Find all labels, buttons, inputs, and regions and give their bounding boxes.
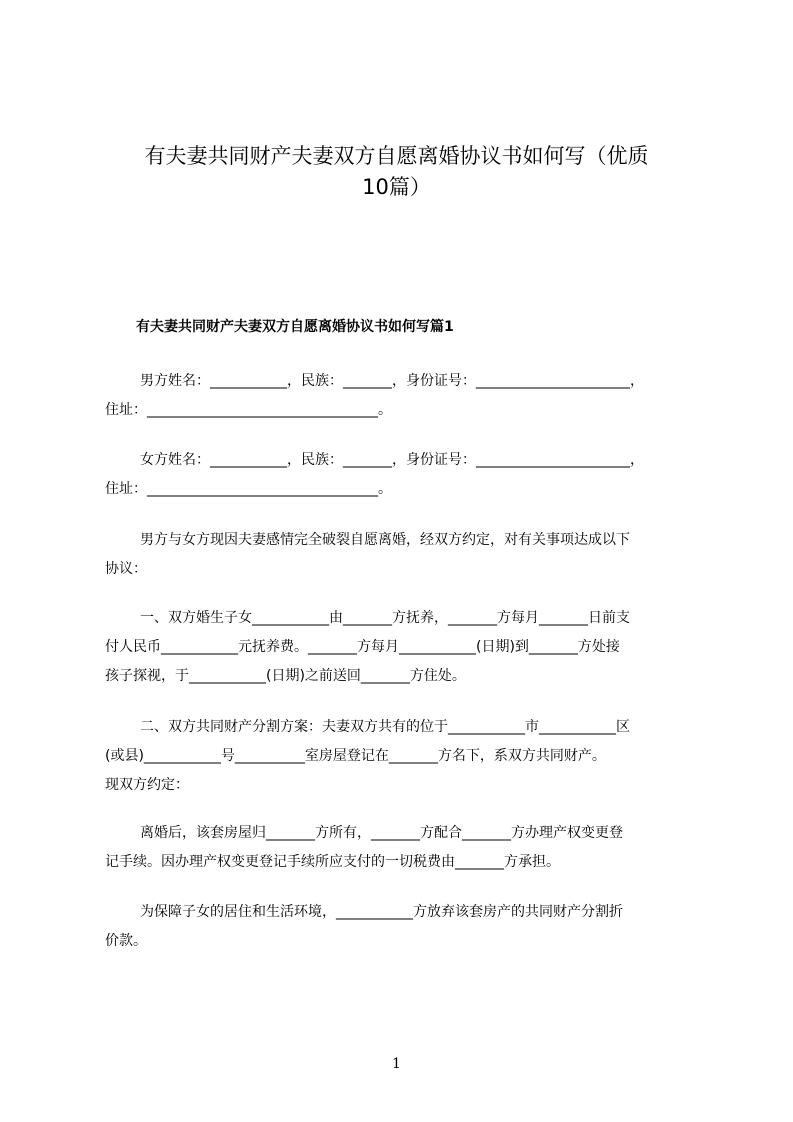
- text-line: 一、双方婚生子女___________由_______方抚养，_______方每月_______日前支: [140, 610, 630, 626]
- paragraph-agreement-intro: [105, 526, 705, 584]
- page-number: 1: [392, 1056, 401, 1072]
- paragraph-clause-property: [105, 713, 705, 800]
- text-line: 住址：_________________________________。: [105, 481, 392, 497]
- text-line: 二、双方共同财产分割方案：夫妻双方共有的位于___________市___________区: [140, 719, 630, 735]
- text-line: 现双方约定：: [105, 777, 189, 793]
- text-line: 为保障子女的居住和生活环境，___________方放弃该套房产的共同财产分割折: [140, 904, 623, 920]
- section-heading: 有夫妻共同财产夫妻双方自愿离婚协议书如何写篇1: [136, 319, 454, 335]
- text-line: 付人民币___________元抚养费。_______方每月___________(日期)到_______方处接: [105, 639, 620, 655]
- text-line: 男方与女方现因夫妻感情完全破裂自愿离婚，经双方约定，对有关事项达成以下: [140, 532, 630, 548]
- text-line: 协议：: [105, 561, 147, 577]
- text-line: 价款。: [105, 933, 147, 949]
- text-line: (或县)___________号__________室房屋登记在_______方名下，系双方共同财产。: [105, 748, 606, 764]
- paragraph-clause-custody: [105, 604, 705, 691]
- text-line: 孩子探视，于___________(日期)之前送回_______方住处。: [105, 668, 466, 684]
- document-title-line-2: 10篇）: [362, 175, 431, 199]
- paragraph-female-party: [105, 446, 705, 504]
- text-line: 女方姓名：___________，民族：_______，身份证号：______________________，: [140, 452, 644, 468]
- paragraph-house-ownership: [105, 819, 705, 877]
- paragraph-children-housing: [105, 898, 705, 956]
- text-line: 记手续。因办理产权变更登记手续所应支付的一切税费由_______方承担。: [105, 854, 560, 870]
- document-title: [80, 141, 713, 203]
- text-line: 住址：_________________________________。: [105, 402, 392, 418]
- text-line: 男方姓名：___________，民族：_______，身份证号：______________________，: [140, 373, 644, 389]
- document-title-line-1: 有夫妻共同财产夫妻双方自愿离婚协议书如何写（优质: [144, 144, 649, 168]
- text-line: 离婚后，该套房屋归_______方所有，_______方配合_______方办理产权变更登: [140, 825, 623, 841]
- paragraph-male-party: [105, 367, 705, 425]
